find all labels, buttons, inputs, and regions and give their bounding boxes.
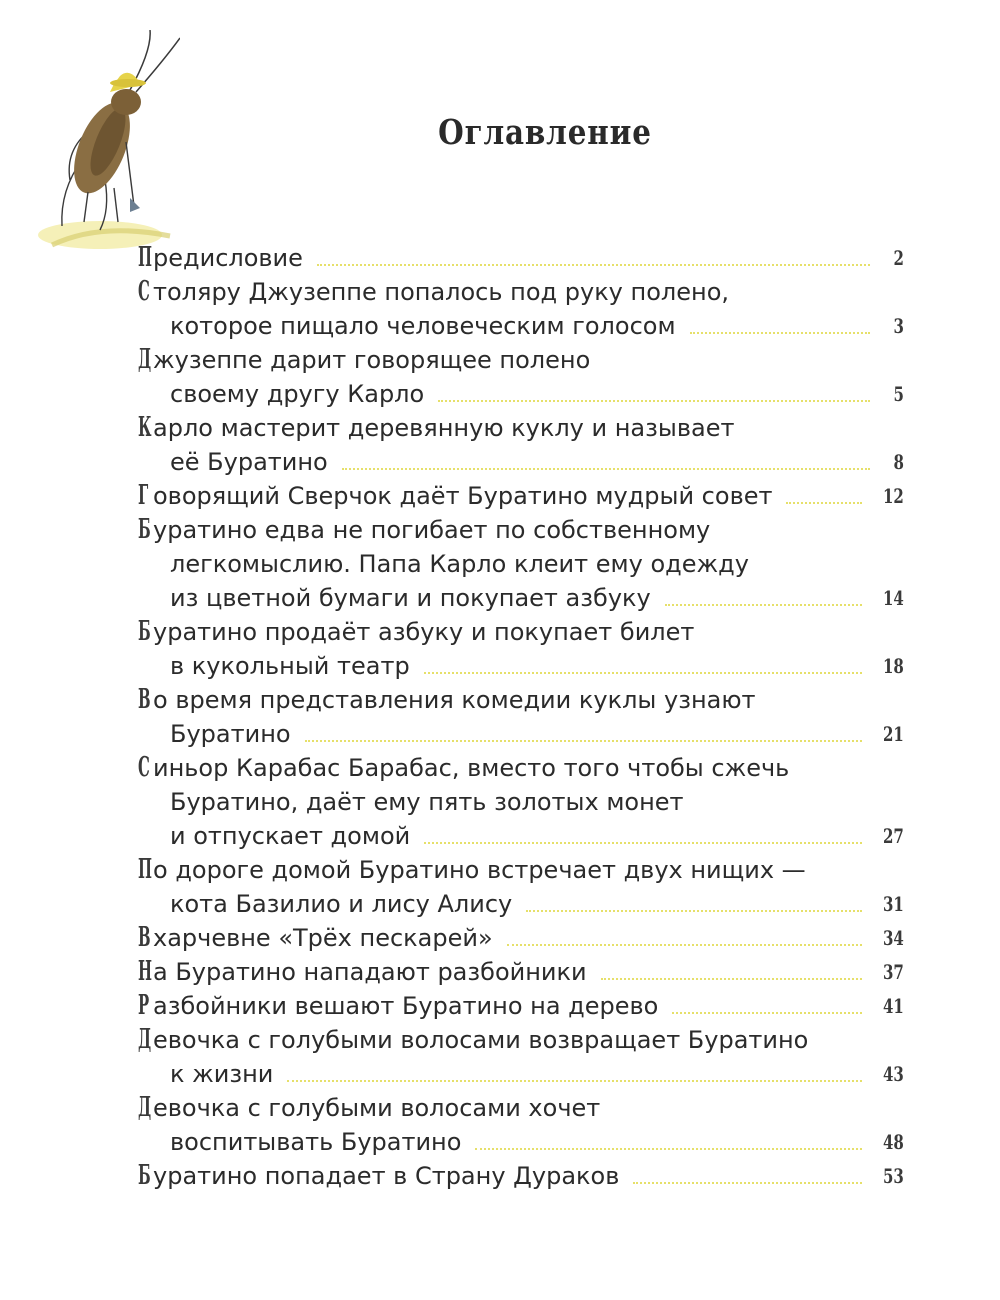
- toc-entry-line: [138, 377, 908, 411]
- entry-title-text: из цветной бумаги и покупает азбуку: [170, 584, 651, 612]
- entry-title-text: уратино едва не погибает по собственному: [153, 516, 711, 544]
- toc-entry-line: [138, 275, 908, 309]
- entry-title-text: евочка с голубыми волосами возвращает Буратино: [153, 1026, 809, 1054]
- drop-initial: Б: [138, 1160, 151, 1191]
- drop-initial: Г: [138, 480, 149, 511]
- drop-initial: Н: [138, 956, 153, 987]
- toc-entry-line: [138, 411, 908, 445]
- toc-entry-line: [138, 955, 908, 989]
- page-number: 37: [883, 960, 904, 984]
- toc-entry-line: [138, 785, 908, 819]
- drop-initial: Д: [138, 1092, 152, 1123]
- entry-title-text: её Буратино: [170, 448, 328, 476]
- drop-initial: В: [138, 922, 151, 953]
- drop-initial: К: [138, 412, 152, 443]
- toc-entry-line: [138, 513, 908, 547]
- entry-title-text: а Буратино нападают разбойники: [153, 958, 587, 986]
- drop-initial: Д: [138, 1024, 152, 1055]
- toc-entry-line: [138, 1023, 908, 1057]
- page-number: 41: [883, 994, 904, 1018]
- page-number: 43: [883, 1062, 904, 1086]
- page-title: Оглавление: [438, 112, 652, 153]
- entry-title-text: в кукольный театр: [170, 652, 410, 680]
- toc-entry-line: [138, 683, 908, 717]
- entry-title-text: толяру Джузеппе попалось под руку полено,: [153, 278, 729, 306]
- entry-title-text: уратино продаёт азбуку и покупает билет: [153, 618, 695, 646]
- entry-title-text: жузеппе дарит говорящее полено: [153, 346, 591, 374]
- entry-title-text: и отпускает домой: [170, 822, 411, 850]
- entry-title-text: редисловие: [153, 244, 303, 272]
- page-number: 48: [883, 1130, 904, 1154]
- entry-title-text: которое пищало человеческим голосом: [170, 312, 676, 340]
- page-number: 2: [893, 246, 904, 270]
- entry-title-text: арло мастерит деревянную куклу и называет: [153, 414, 735, 442]
- toc-entry-line: [138, 853, 908, 887]
- toc-entry-line: [138, 1091, 908, 1125]
- dot-leader: [287, 1079, 862, 1082]
- entry-title-text: о дороге домой Буратино встречает двух нищих —: [153, 856, 806, 884]
- dot-leader: [665, 603, 862, 606]
- toc-entry-line: [138, 1125, 908, 1159]
- dot-leader: [633, 1181, 862, 1184]
- entry-title-text: оворящий Сверчок даёт Буратино мудрый совет: [153, 482, 773, 510]
- page-number: 14: [883, 586, 904, 610]
- entry-title-text: кота Базилио и лису Алису: [170, 890, 513, 918]
- drop-initial: В: [138, 684, 151, 715]
- entry-title-text: Буратино: [170, 720, 291, 748]
- drop-initial: Б: [138, 616, 151, 647]
- page-number: 27: [883, 824, 904, 848]
- drop-initial: С: [138, 276, 150, 307]
- toc-entry-line: [138, 581, 908, 615]
- toc-entry-line: [138, 241, 908, 275]
- page-number: 53: [883, 1164, 904, 1188]
- entry-title-text: харчевне «Трёх пескарей»: [153, 924, 493, 952]
- drop-initial: Д: [138, 344, 152, 375]
- toc-entry-line: [138, 615, 908, 649]
- drop-initial: Б: [138, 514, 151, 545]
- page-number: 5: [893, 382, 904, 406]
- dot-leader: [317, 263, 870, 266]
- toc-entry-line: [138, 887, 908, 921]
- toc-entry-line: [138, 921, 908, 955]
- page-number: 18: [883, 654, 904, 678]
- drop-initial: П: [138, 242, 153, 273]
- dot-leader: [305, 739, 863, 742]
- dot-leader: [526, 909, 862, 912]
- drop-initial: Р: [138, 990, 150, 1021]
- entry-title-text: евочка с голубыми волосами хочет: [153, 1094, 601, 1122]
- toc-entry-line: [138, 819, 908, 853]
- toc-entry-line: [138, 717, 908, 751]
- dot-leader: [690, 331, 870, 334]
- dot-leader: [601, 977, 863, 980]
- entry-title-text: воспитывать Буратино: [170, 1128, 462, 1156]
- page-number: 3: [893, 314, 904, 338]
- dot-leader: [424, 671, 862, 674]
- dot-leader: [672, 1011, 862, 1014]
- entry-title-text: азбойники вешают Буратино на дерево: [153, 992, 659, 1020]
- toc-entry-line: [138, 751, 908, 785]
- dot-leader: [342, 467, 870, 470]
- toc-entry-line: [138, 1159, 908, 1193]
- dot-leader: [424, 841, 862, 844]
- entry-title-text: о время представления комедии куклы узнают: [153, 686, 756, 714]
- toc-entry-line: [138, 1057, 908, 1091]
- entry-title-text: иньор Карабас Барабас, вместо того чтобы сжечь: [153, 754, 790, 782]
- toc-entry-line: [138, 649, 908, 683]
- dot-leader: [507, 943, 863, 946]
- dot-leader: [438, 399, 870, 402]
- toc-entry-line: [138, 309, 908, 343]
- entry-title-text: своему другу Карло: [170, 380, 425, 408]
- table-of-contents: [138, 241, 908, 1193]
- toc-entry-line: [138, 479, 908, 513]
- page-number: 21: [883, 722, 904, 746]
- entry-title-text: уратино попадает в Страну Дураков: [153, 1162, 620, 1190]
- drop-initial: П: [138, 854, 153, 885]
- entry-title-text: легкомыслию. Папа Карло клеит ему одежду: [170, 550, 749, 578]
- dot-leader: [786, 501, 862, 504]
- entry-title-text: Буратино, даёт ему пять золотых монет: [170, 788, 684, 816]
- page-number: 8: [893, 450, 904, 474]
- dot-leader: [475, 1147, 862, 1150]
- page-number: 31: [883, 892, 904, 916]
- toc-entry-line: [138, 989, 908, 1023]
- toc-entry-line: [138, 445, 908, 479]
- toc-entry-line: [138, 343, 908, 377]
- page-number: 34: [883, 926, 904, 950]
- toc-entry-line: [138, 547, 908, 581]
- drop-initial: С: [138, 752, 150, 783]
- page-number: 12: [883, 484, 904, 508]
- entry-title-text: к жизни: [170, 1060, 274, 1088]
